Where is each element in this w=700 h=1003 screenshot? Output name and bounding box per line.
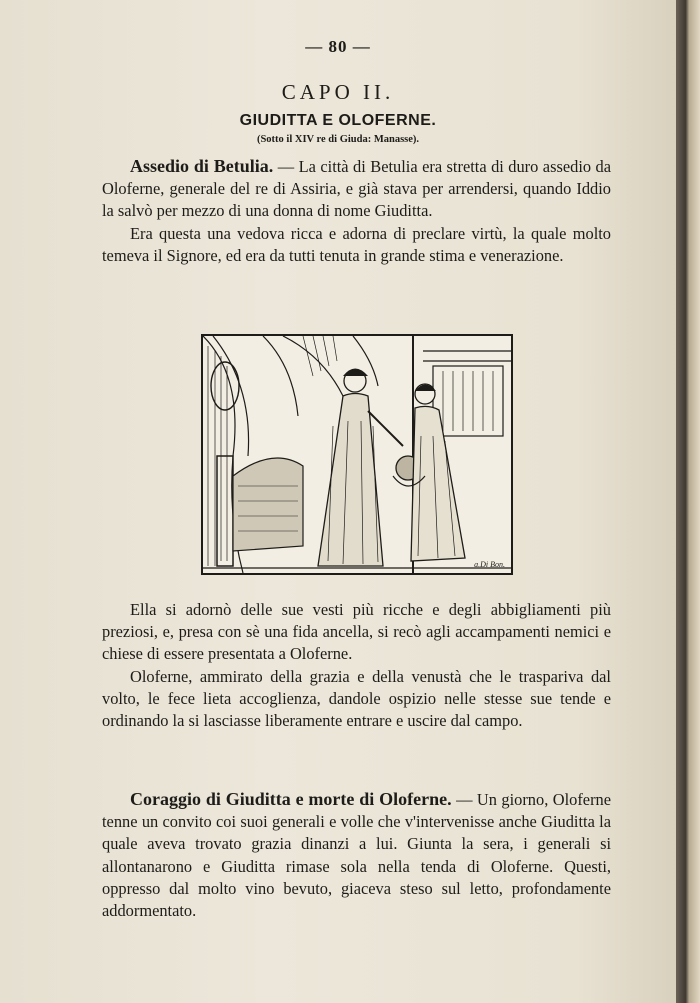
chapter-title: GIUDITTA E OLOFERNE. <box>239 112 437 129</box>
paragraph: Ella si adornò delle sue vesti più ricche e degli abbigliamenti più preziosi, e, presa con sè una fida ancella, si recò agli accampamenti nemici e chiese di essere presentata a Oloferne. <box>102 600 611 664</box>
engraving-image <box>203 336 511 573</box>
paragraph: Oloferne, ammirato della grazia e della venustà che le traspariva dal volto, le fece lieta accoglienza, dandole ospizio nelle stesse sue tende e ordinando la si lasciasse liberamente entrare e uscire dal campo. <box>102 666 611 731</box>
book-binding-edge <box>676 0 700 1003</box>
chapter-note: (Sotto il XIV re di Giuda: Manasse). <box>256 134 420 145</box>
section-heading: Assedio di Betulia. <box>130 156 274 176</box>
section-assedio <box>102 155 611 267</box>
page-number: — 80 — <box>305 37 371 56</box>
chapter-heading: CAPO II. <box>281 80 395 104</box>
section-coraggio <box>102 788 611 922</box>
section-adornment <box>102 599 611 732</box>
illustration-judith-holofernes <box>201 334 513 575</box>
engraver-signature: a.Di Bon. <box>474 560 505 569</box>
paragraph <box>102 788 611 922</box>
section-heading: Coraggio di Giuditta e morte di Oloferne. <box>130 789 452 809</box>
paragraph-text: — Un giorno, Oloferne tenne un convito coi suoi generali e volle che v'intervenisse anche Giuditta la quale aveva trovato grazia dinanzi a lui. Giunta la sera, i generali si allontanarono e Giuditta rimase sola nella tenda di Oloferne. Questi, oppresso dal molto vino bevuto, giaceva steso sul letto, profondamente addormentato. <box>102 790 611 921</box>
paragraph-text: — La città di Betulia era stretta di duro assedio da Oloferne, generale del re di Assiria, e già stava per arrendersi, quando Iddio la salvò per mezzo di una donna di nome Giuditta. <box>102 157 612 221</box>
paragraph: Era questa una vedova ricca e adorna di preclare virtù, la quale molto temeva il Signore, ed era da tutti tenuta in grande stima e venerazione. <box>102 223 611 265</box>
paragraph <box>102 155 611 223</box>
